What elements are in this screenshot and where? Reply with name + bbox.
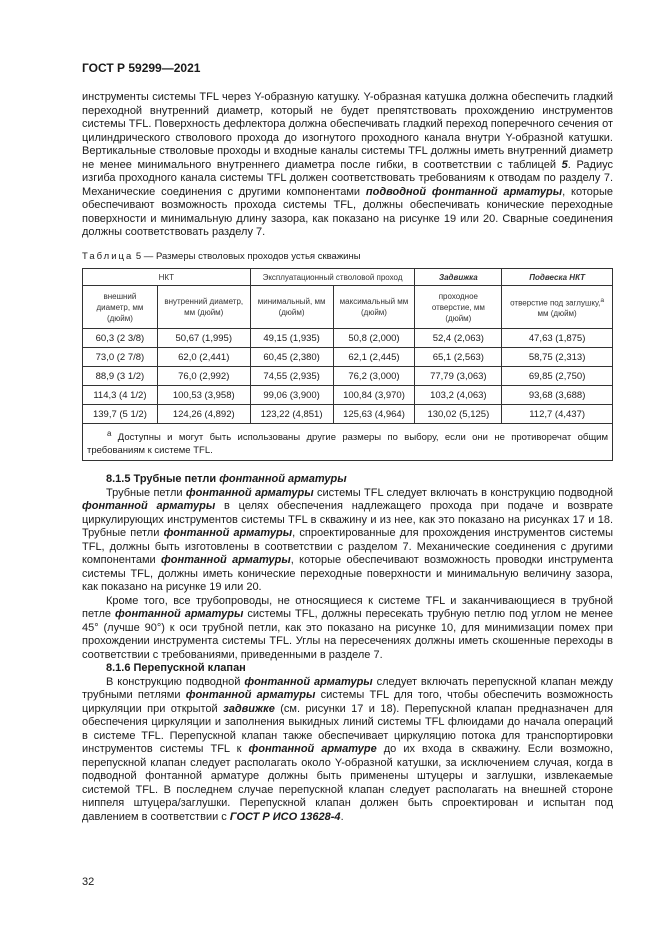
table-cell: 114,3 (4 1/2) xyxy=(83,386,158,405)
footnote-mark: а xyxy=(107,429,112,438)
sub-header: внешний диаметр, мм (дюйм) xyxy=(83,286,158,329)
sub-header: минимальный, мм (дюйм) xyxy=(250,286,333,329)
sections-text xyxy=(82,473,613,824)
table-row xyxy=(83,386,613,405)
text-run: следует включать перепускной клапан между трубными петлями xyxy=(82,675,613,701)
table-cell: 50,8 (2,000) xyxy=(333,329,415,348)
text-run: инструменты системы TFL через Y-образную катушку. Y-образная катушка должна обеспечить гладкий переходной внутренний диаметр, который не будет препятствовать прохождению инструментов системы TFL. Поверхность дефлектора должна обеспечивать гладкий переход поперечного сечения от цилиндрического стволового прохода до изогнутого проходного канала внутри Y-образной катушки. Вертикальные стволовые проходы и входные каналы системы TFL должны иметь внутренний диаметр не менее минимального внутреннего диаметра после гибки, в соответствии с таблицей xyxy=(82,91,613,171)
table-cell: 76,0 (2,992) xyxy=(157,367,250,386)
italic-term: фонтанной арматуры xyxy=(219,473,347,485)
table-cell: 52,4 (2,063) xyxy=(415,329,502,348)
section-heading-8-1-5 xyxy=(82,473,613,487)
paragraph xyxy=(82,487,613,595)
emphasized-term: фонтанной арматуры xyxy=(163,527,293,539)
emphasized-term: подводной фонтанной арматуры xyxy=(365,185,563,198)
table-cell: 130,02 (5,125) xyxy=(415,405,502,424)
text-run: (см. рисунки 17 и 18). Перепускной клапан предназначен для обеспечения циркуляции и заполнения выкидных линий системы TFL флюидами до начала операций в системе TFL. Перепускной клапан также обеспечивает циркуляцию потока для транспортировки инструментов системы TFL к xyxy=(82,702,613,755)
table-cell: 77,79 (3,063) xyxy=(415,367,502,386)
table-cell: 100,84 (3,970) xyxy=(333,386,415,405)
group-header-valve: Задвижка xyxy=(415,269,502,286)
sub-header-text: отверстие под заглушку, xyxy=(510,298,601,308)
table-cell: 103,2 (4,063) xyxy=(415,386,502,405)
text-run: , которые обеспечивают возможность проводки инструмента системы TFL, должны иметь конические переходные поверхности и минимальную величину зазора, как показано на рисунке 19 или 20. xyxy=(82,554,613,593)
table-row xyxy=(83,329,613,348)
emphasized-term: фонтанной арматуры xyxy=(115,608,244,620)
table-row xyxy=(83,367,613,386)
bore-sizes-table xyxy=(82,268,613,461)
table-cell: 49,15 (1,935) xyxy=(250,329,333,348)
text-run: Кроме того, все трубопроводы, не относящиеся к системе TFL и заканчивающиеся в трубной петле xyxy=(82,594,613,620)
document-header: ГОСТ Р 59299—2021 xyxy=(82,61,201,75)
table-cell: 112,7 (4,437) xyxy=(502,405,613,424)
text-run: . Радиус изгиба проходного канала системы TFL должен соответствовать требованиям к отводам по разделу 7. Механические соединения с другими компонентами xyxy=(82,158,613,198)
sub-header-text: мм (дюйм) xyxy=(537,309,577,319)
text-run: в целях обеспечения надлежащего прохода при подаче и возврате циркулирующих инструментов системы TFL в скважину и из нее, как это показано на рисунках 17 и 18. Трубные петли xyxy=(82,500,613,539)
intro-paragraph xyxy=(82,91,613,240)
table-caption xyxy=(82,251,361,262)
table-cell: 139,7 (5 1/2) xyxy=(83,405,158,424)
table-footnote xyxy=(83,424,613,461)
table-cell: 123,22 (4,851) xyxy=(250,405,333,424)
table-cell: 50,67 (1,995) xyxy=(157,329,250,348)
table-cell: 76,2 (3,000) xyxy=(333,367,415,386)
emphasized-term: 5 xyxy=(561,158,568,171)
footnote-text: Доступны и могут быть использованы другие размеры по выбору, если они не противоречат общим требованиям к системе TFL. xyxy=(87,432,608,457)
group-header-hanger: Подвеска НКТ xyxy=(502,269,613,286)
footnote-ref: а xyxy=(600,296,605,304)
text-run: 8.1.5 Трубные петли xyxy=(106,473,220,485)
emphasized-term: фонтанной арматуре xyxy=(248,743,377,755)
table-row xyxy=(83,348,613,367)
emphasized-term: фонтанной арматуры xyxy=(161,554,291,566)
sub-header: максимальный мм (дюйм) xyxy=(333,286,415,329)
text-run: . xyxy=(340,810,344,823)
intro-text xyxy=(82,91,613,240)
table-cell: 124,26 (4,892) xyxy=(157,405,250,424)
table-cell: 99,06 (3,900) xyxy=(250,386,333,405)
table-cell: 65,1 (2,563) xyxy=(415,348,502,367)
text-run: , спроектированные для прохождения инструментов системы TFL, должны быть изготовлены в соответствии с разделом 7. Механические соединения с другими компонентами xyxy=(82,527,613,566)
text-run: системы TFL, должны пересекать трубную петлю под углом не менее 45° (лучше 90°) к оси трубной петли, как это показано на рисунке 10, для минимизации помех при прохождении инструмента системы TFL. Углы на пересечениях должны иметь скошенные переходы в соответствии с требованиями, приведенными в разделе 7. xyxy=(82,608,613,661)
table-row xyxy=(83,405,613,424)
sub-header xyxy=(502,286,613,329)
page-number: 32 xyxy=(82,876,95,888)
caption-text: 5 — Размеры стволовых проходов устья скважины xyxy=(133,251,361,262)
emphasized-term: фонтанной арматуры xyxy=(82,500,216,512)
text-run: системы TFL для того, чтобы обеспечить возможность циркуляции при открытой xyxy=(82,689,614,715)
paragraph xyxy=(82,595,613,663)
table-cell: 88,9 (3 1/2) xyxy=(83,367,158,386)
text-run: 8.1.6 Перепускной клапан xyxy=(106,662,246,674)
emphasized-term: фонтанной арматуры xyxy=(185,689,316,701)
paragraph xyxy=(82,676,613,825)
sub-header: проходное отверстие, мм (дюйм) xyxy=(415,286,502,329)
table-cell: 93,68 (3,688) xyxy=(502,386,613,405)
sub-header: внутренний диаметр, мм (дюйм) xyxy=(157,286,250,329)
text-run: до их входа в скважину. Если возможно, перепускной клапан следует располагать около Y-образной катушки, за исключением случая, когда в подводной фонтанной арматуре должны быть применены штуцеры и заглушки, извлекаемые системой TFL. В последнем случае перепускной клапан следует располагать на внешней стороне ниппеля штуцера/заглушки. Перепускной клапан должен быть спроектирован и испытан под давлением в соответствии с xyxy=(82,743,614,823)
table-cell: 100,53 (3,958) xyxy=(157,386,250,405)
emphasized-term: фонтанной арматуры xyxy=(244,675,373,688)
section-heading-8-1-6 xyxy=(82,662,613,676)
group-header-production-bore: Эксплуатационный стволовой проход xyxy=(250,269,415,286)
table-cell: 60,3 (2 3/8) xyxy=(83,329,158,348)
text-run: В конструкцию подводной xyxy=(106,675,245,688)
emphasized-term: фонтанной арматуры xyxy=(185,486,314,499)
table-cell: 69,85 (2,750) xyxy=(502,367,613,386)
group-header-tubing: НКТ xyxy=(83,269,251,286)
text-run: Трубные петли xyxy=(106,486,186,499)
table-cell: 47,63 (1,875) xyxy=(502,329,613,348)
emphasized-term: задвижке xyxy=(223,702,275,715)
table-cell: 62,1 (2,445) xyxy=(333,348,415,367)
table-cell: 74,55 (2,935) xyxy=(250,367,333,386)
text-run: системы TFL следует включать в конструкцию подводной xyxy=(313,486,613,499)
emphasized-term: ГОСТ Р ИСО 13628-4 xyxy=(229,810,341,823)
table-cell: 58,75 (2,313) xyxy=(502,348,613,367)
table-cell: 62,0 (2,441) xyxy=(157,348,250,367)
table-cell: 73,0 (2 7/8) xyxy=(83,348,158,367)
caption-label: Таблица xyxy=(82,251,134,262)
text-run: , которые обеспечивают возможность прохода системы TFL, должны обеспечивать конические переходные поверхности и минимальную длину зазора, как показано на рисунке 19 или 20. Сварные соединения должны соответствовать разделу 7. xyxy=(82,185,613,238)
table-cell: 60,45 (2,380) xyxy=(250,348,333,367)
table-cell: 125,63 (4,964) xyxy=(333,405,415,424)
